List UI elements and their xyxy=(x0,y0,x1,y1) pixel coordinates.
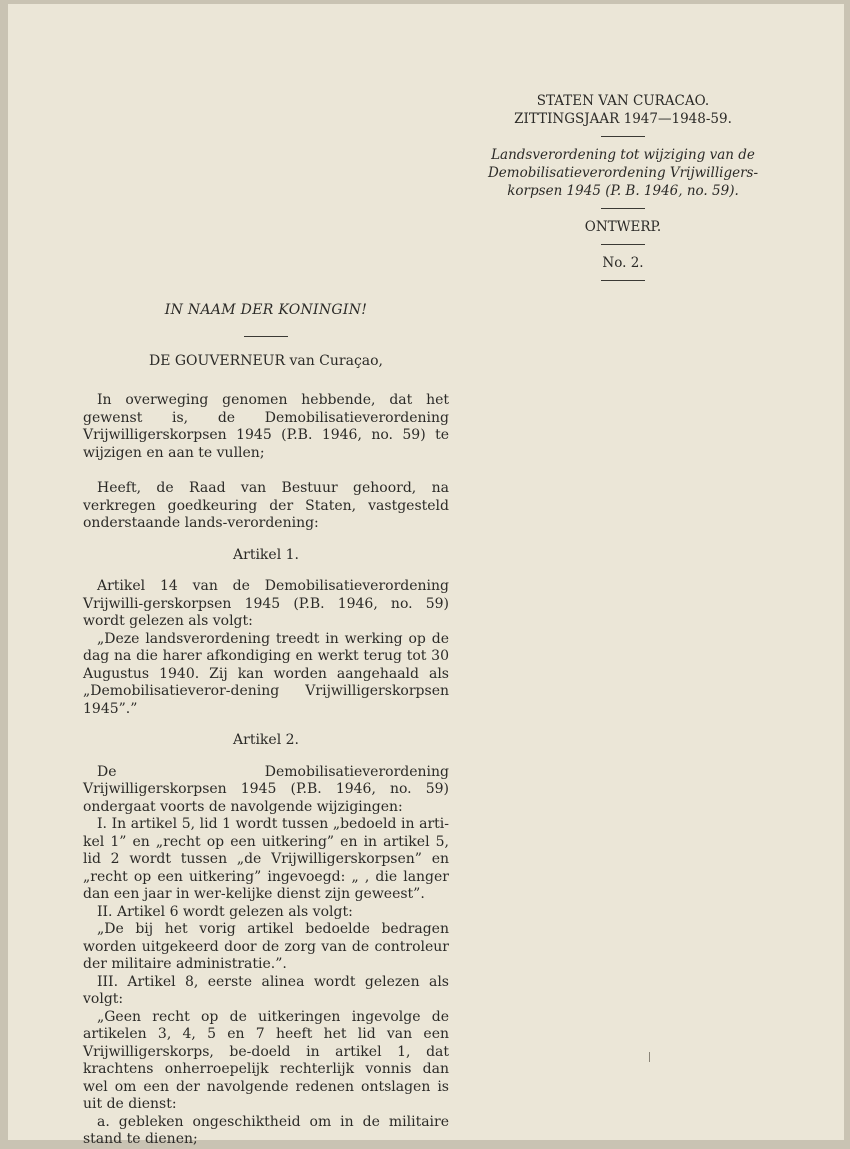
header-number: No. 2. xyxy=(602,255,644,271)
article-2-item-iii-a: a. gebleken ongeschiktheid om in de militaire stand te dienen; xyxy=(83,1113,449,1147)
header-line-2: ZITTINGSJAAR 1947—1948-59. xyxy=(514,111,732,127)
article-1-paragraph-1: Artikel 14 van de Demobilisatieverordening Vrijwilli-gerskorpsen 1945 (P.B. 1946, no. 59) wordt gelezen als volgt: xyxy=(83,578,449,629)
article-2-item-i: I. In artikel 5, lid 1 wordt tussen „bedoeld in arti-kel 1” en „recht op een uitkering” en in artikel 5, lid 2 wordt tussen „de Vrijwilligerskorpsen” en „recht op een uitkering” ingevoegd: „ , die langer dan een jaar in wer-kelijke dienst zijn geweest”. xyxy=(83,816,449,902)
header-subject: Landsverordening tot wijziging van de Demobilisatieverordening Vrijwilligers-korpsen 1945 (P. B. 1946, no. 59). xyxy=(487,147,759,199)
article-1-title: Artikel 1. xyxy=(233,546,299,563)
consideration-paragraph: In overweging genomen hebbende, dat het gewenst is, de Demobilisatieverordening Vrijwilligerskorpsen 1945 (P.B. 1946, no. 59) te wijzigen en aan te vullen; xyxy=(83,392,449,461)
header-divider-2 xyxy=(601,208,645,209)
enactment-paragraph: Heeft, de Raad van Bestuur gehoord, na verkregen goedkeuring der Staten, vastgesteld onderstaande lands-verordening: xyxy=(83,480,449,531)
article-2-paragraph-1: De Demobilisatieverordening Vrijwilligerskorpsen 1945 (P.B. 1946, no. 59) ondergaat voorts de navolgende wijzigingen: xyxy=(83,763,449,815)
document-body xyxy=(83,302,449,1149)
header-divider-1 xyxy=(601,136,645,137)
article-2-item-iii-text: „Geen recht op de uitkeringen ingevolge de artikelen 3, 4, 5 en 7 heeft het lid van een Vrijwilligerskorps, be-doeld in artikel 1, dat krachtens onherroepelijk rechterlijk vonnis dan wel om een der navolgende redenen ontslagen is uit de dienst: xyxy=(83,1008,449,1112)
header-line-1: STATEN VAN CURACAO. xyxy=(536,93,710,109)
header-divider-4 xyxy=(601,280,645,281)
header-divider-3 xyxy=(601,244,645,245)
header-draft-label: ONTWERP. xyxy=(584,219,662,235)
document-page xyxy=(8,4,844,1147)
document-header xyxy=(478,92,768,290)
invocation: IN NAAM DER KONINGIN! xyxy=(164,302,368,318)
article-2-title: Artikel 2. xyxy=(233,732,299,748)
article-2-item-ii-text: „De bij het vorig artikel bedoelde bedragen worden uitgekeerd door de zorg van de controleur der militaire administratie.”. xyxy=(83,921,449,972)
article-2-item-iii: III. Artikel 8, eerste alinea wordt gelezen als volgt: xyxy=(83,973,449,1007)
paper-mark xyxy=(649,1052,650,1062)
governor-line: DE GOUVERNEUR van Curaçao, xyxy=(148,352,384,369)
article-2-item-ii: II. Artikel 6 wordt gelezen als volgt: xyxy=(97,903,353,920)
article-1-paragraph-2: „Deze landsverordening treedt in werking op de dag na die harer afkondiging en werkt terug tot 30 Augustus 1940. Zij kan worden aangehaald als „Demobilisatieveror-dening Vrijwilligerskorpsen 1945”.” xyxy=(83,630,449,717)
invocation-divider xyxy=(244,336,288,337)
